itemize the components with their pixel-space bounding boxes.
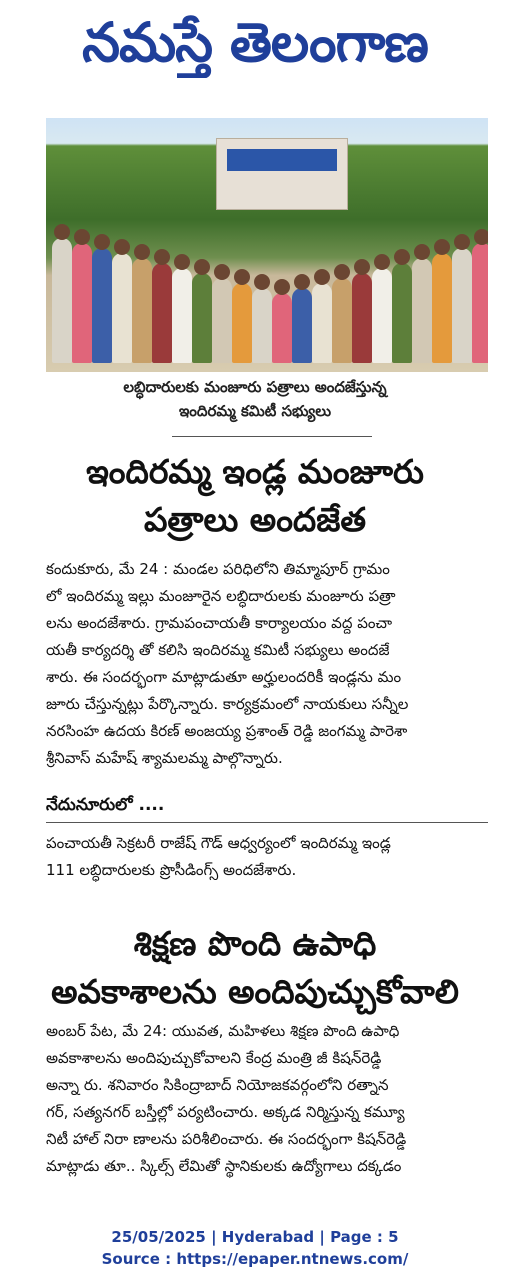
article2-body-line: మాట్లాడు తూ.. స్కిల్స్ లేమితో స్థానికులకు ఉద్యోగాలు దక్కడం bbox=[46, 1157, 402, 1175]
photo-person bbox=[412, 258, 432, 363]
masthead-title: నమస్తే తెలంగాణ bbox=[82, 11, 428, 74]
photo-person-head bbox=[154, 249, 170, 265]
photo-person bbox=[112, 253, 132, 363]
article1-body-line: లను అందజేశారు. గ్రామపంచాయతీ కార్యాలయం వద్ద పంచా bbox=[46, 614, 393, 632]
photo-person-head bbox=[94, 234, 110, 250]
photo-person-head bbox=[394, 249, 410, 265]
photo-person bbox=[52, 238, 72, 363]
article2-headline-line1: శిక్షణ పొంది ఉపాధి bbox=[133, 924, 377, 963]
photo-person bbox=[312, 283, 332, 363]
article2-body-line: నిటీ హాల్ నిరా ణాలను పరిశీలించారు. ఈ సందర్భంగా కిషన్‌రెడ్డి bbox=[46, 1130, 407, 1148]
article2-body-line: అవకాశాలను అందిపుచ్చుకోవాలని కేంద్ర మంత్రి జీ కిషన్‌రెడ్డి bbox=[46, 1049, 382, 1067]
photo-person bbox=[452, 248, 472, 363]
article1-body-line: శ్రీనివాస్ మహేష్ శ్యామలమ్మ పాల్గొన్నారు. bbox=[46, 749, 283, 767]
footer-date-edition: 25/05/2025 | Hyderabad | Page : 5 bbox=[111, 1228, 399, 1246]
footer-source-link[interactable]: Source : https://epaper.ntnews.com/ bbox=[101, 1250, 409, 1268]
photo-person bbox=[92, 248, 112, 363]
article2-body-line: అంబర్ పేట, మే 24: యువత, మహిళలు శిక్షణ పొంది ఉపాధి bbox=[46, 1022, 400, 1040]
photo-person-head bbox=[174, 254, 190, 270]
photo-person-head bbox=[54, 224, 70, 240]
photo-person-head bbox=[434, 239, 450, 255]
photo-person bbox=[152, 263, 172, 363]
article2-body-line: గర్, సత్యనగర్ బస్తీల్లో పర్యటించారు. అక్కడ నిర్మిస్తున్న కమ్యూ bbox=[46, 1103, 405, 1121]
photo-person-head bbox=[334, 264, 350, 280]
photo-person-head bbox=[194, 259, 210, 275]
article1-sub-body bbox=[46, 830, 488, 884]
caption-divider bbox=[172, 436, 372, 437]
photo-person-head bbox=[74, 229, 90, 245]
photo-person bbox=[352, 273, 372, 363]
article1-headline-line2: పత్రాలు అందజేత bbox=[143, 500, 367, 539]
photo-person bbox=[432, 253, 452, 363]
photo-person-head bbox=[214, 264, 230, 280]
article1-sub-body-line: 111 లబ్ధిదారులకు ప్రొసీడింగ్స్ అందజేశారు. bbox=[46, 861, 297, 879]
photo-person-head bbox=[234, 269, 250, 285]
subhead-divider bbox=[46, 822, 488, 823]
photo-person bbox=[172, 268, 192, 363]
article2-body bbox=[46, 1018, 488, 1198]
photo-person bbox=[472, 243, 488, 363]
article1-sub-body-line: పంచాయతీ సెక్రటరీ రాజేష్ గౌడ్ ఆధ్వర్యంలో ఇందిరమ్మ ఇండ్ల bbox=[46, 834, 391, 852]
photo-person bbox=[392, 263, 412, 363]
photo-person bbox=[372, 268, 392, 363]
article1-subhead: నేదునూరులో .... bbox=[46, 795, 165, 815]
photo-building bbox=[216, 138, 348, 210]
article1-headline-line1: ఇందిరమ్మ ఇండ్ల మంజూరు bbox=[86, 452, 424, 491]
article1-body-line: కందుకూరు, మే 24 : మండల పరిధిలోని తిమ్మాపూర్ గ్రామం bbox=[46, 560, 390, 578]
photo-caption-line1: లబ్ధిదారులకు మంజూరు పత్రాలు అందజేస్తున్న bbox=[123, 378, 387, 396]
article1-body-line: నరసింహ ఉదయ కిరణ్ అంజయ్య ప్రశాంత్ రెడ్డి జంగమ్మ పారెశా bbox=[46, 722, 408, 740]
photo-person bbox=[72, 243, 92, 363]
photo-person-head bbox=[354, 259, 370, 275]
photo-person bbox=[232, 283, 252, 363]
article1-body bbox=[46, 556, 488, 772]
photo-person-head bbox=[474, 229, 488, 245]
article1-body-line: శారు. ఈ సందర్భంగా మాట్లాడుతూ అర్హులందరికీ ఇండ్లను మం bbox=[46, 668, 402, 686]
photo-person bbox=[212, 278, 232, 363]
photo-person bbox=[132, 258, 152, 363]
photo-person bbox=[292, 288, 312, 363]
photo-person bbox=[272, 293, 292, 363]
photo-person-head bbox=[454, 234, 470, 250]
photo-person bbox=[252, 288, 272, 363]
photo-person bbox=[332, 278, 352, 363]
photo-person-head bbox=[294, 274, 310, 290]
photo-person-head bbox=[314, 269, 330, 285]
article1-body-line: యతీ కార్యదర్శి తో కలిసి ఇందిరమ్మ కమిటీ సభ్యులు అందజే bbox=[46, 641, 390, 659]
article1-body-line: లో ఇందిరమ్మ ఇల్లు మంజూరైన లబ్ధిదారులకు మంజూరు పత్రా bbox=[46, 587, 396, 605]
article2-body-line: అన్నా రు. శనివారం సికింద్రాబాద్ నియోజకవర్గంలోని రత్నాన bbox=[46, 1076, 389, 1094]
photo-person-head bbox=[114, 239, 130, 255]
article1-body-line: జూరు చేస్తున్నట్లు పేర్కొన్నారు. కార్యక్రమంలో నాయకులు సన్నీల bbox=[46, 695, 409, 713]
article2-headline-line2: అవకాశాలను అందిపుచ్చుకోవాలి bbox=[51, 972, 459, 1011]
photo-person-head bbox=[274, 279, 290, 295]
photo-person-head bbox=[414, 244, 430, 260]
photo-person-head bbox=[134, 244, 150, 260]
photo-person-head bbox=[254, 274, 270, 290]
news-photo bbox=[46, 118, 488, 372]
photo-person bbox=[192, 273, 212, 363]
photo-crowd bbox=[46, 203, 488, 363]
photo-person-head bbox=[374, 254, 390, 270]
photo-caption-line2: ఇందిరమ్మ కమిటీ సభ్యులు bbox=[178, 402, 332, 420]
